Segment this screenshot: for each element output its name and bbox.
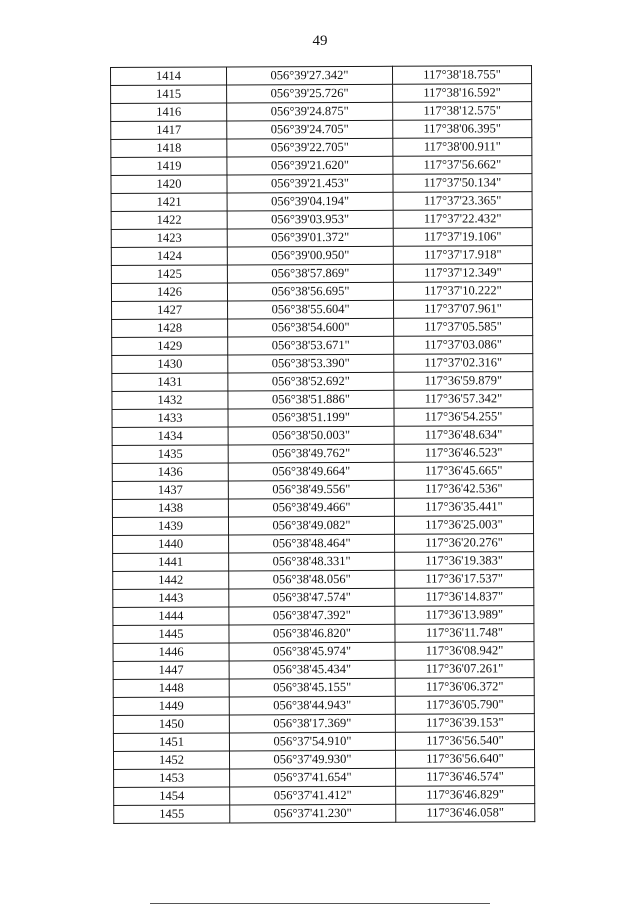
latitude-cell: 056°38'51.886" (228, 390, 394, 409)
point-number-cell: 1433 (112, 409, 228, 428)
longitude-cell: 117°36'06.372" (395, 678, 534, 697)
point-number-cell: 1451 (113, 733, 229, 752)
latitude-cell: 056°37'41.654" (230, 768, 396, 787)
table-row (113, 732, 534, 752)
table-row (113, 552, 534, 572)
point-number-cell: 1454 (114, 787, 230, 806)
longitude-cell: 117°36'13.989" (395, 606, 534, 625)
table-row (114, 804, 535, 824)
latitude-cell: 056°38'48.464" (229, 534, 395, 553)
table-row (111, 120, 532, 140)
longitude-cell: 117°36'14.837" (395, 588, 534, 607)
point-number-cell: 1423 (111, 229, 227, 248)
latitude-cell: 056°38'47.574" (229, 588, 395, 607)
longitude-cell: 117°37'03.086" (394, 336, 533, 355)
table-row (113, 696, 534, 716)
longitude-cell: 117°36'19.383" (395, 552, 534, 571)
latitude-cell: 056°38'51.199" (228, 408, 394, 427)
table-row (113, 660, 534, 680)
longitude-cell: 117°36'46.829" (396, 786, 535, 805)
latitude-cell: 056°38'52.692" (228, 372, 394, 391)
latitude-cell: 056°39'25.726" (227, 84, 393, 103)
table-row (112, 426, 533, 446)
table-row (112, 516, 533, 536)
table-row (113, 642, 534, 662)
table-row (111, 264, 532, 284)
longitude-cell: 117°36'25.003" (394, 516, 533, 535)
longitude-cell: 117°36'46.058" (396, 804, 535, 823)
table-row (112, 408, 533, 428)
latitude-cell: 056°38'56.695" (227, 282, 393, 301)
point-number-cell: 1437 (112, 481, 228, 500)
longitude-cell: 117°36'07.261" (395, 660, 534, 679)
latitude-cell: 056°39'04.194" (227, 192, 393, 211)
longitude-cell: 117°37'10.222" (393, 282, 532, 301)
point-number-cell: 1453 (114, 769, 230, 788)
table-row (111, 138, 532, 158)
longitude-cell: 117°36'08.942" (395, 642, 534, 661)
point-number-cell: 1420 (111, 175, 227, 194)
latitude-cell: 056°39'24.705" (227, 120, 393, 139)
point-number-cell: 1450 (113, 715, 229, 734)
latitude-cell: 056°38'47.392" (229, 606, 395, 625)
point-number-cell: 1448 (113, 679, 229, 698)
point-number-cell: 1415 (111, 85, 227, 104)
latitude-cell: 056°38'48.331" (229, 552, 395, 571)
table-row (111, 228, 532, 248)
table-row (112, 462, 533, 482)
table-row (113, 678, 534, 698)
point-number-cell: 1417 (111, 121, 227, 140)
latitude-cell: 056°38'49.664" (228, 462, 394, 481)
longitude-cell: 117°36'56.640" (395, 750, 534, 769)
latitude-cell: 056°39'00.950" (227, 246, 393, 265)
latitude-cell: 056°38'45.434" (229, 660, 395, 679)
longitude-cell: 117°36'17.537" (395, 570, 534, 589)
latitude-cell: 056°39'21.620" (227, 156, 393, 175)
latitude-cell: 056°37'41.412" (230, 786, 396, 805)
longitude-cell: 117°37'07.961" (394, 300, 533, 319)
table-row (111, 282, 532, 302)
latitude-cell: 056°38'46.820" (229, 624, 395, 643)
table-row (112, 498, 533, 518)
latitude-cell: 056°38'57.869" (227, 264, 393, 283)
longitude-cell: 117°37'19.106" (393, 228, 532, 247)
point-number-cell: 1455 (114, 805, 230, 824)
longitude-cell: 117°37'02.316" (394, 354, 533, 373)
point-number-cell: 1426 (111, 283, 227, 302)
table-row (112, 354, 533, 374)
table-row (112, 390, 533, 410)
table-row (112, 372, 533, 392)
point-number-cell: 1422 (111, 211, 227, 230)
coordinates-table-body (111, 66, 535, 824)
longitude-cell: 117°38'18.755" (392, 66, 531, 85)
table-row (113, 534, 534, 554)
table-row (112, 480, 533, 500)
point-number-cell: 1428 (112, 319, 228, 338)
longitude-cell: 117°36'56.540" (395, 732, 534, 751)
latitude-cell: 056°38'54.600" (228, 318, 394, 337)
point-number-cell: 1446 (113, 643, 229, 662)
longitude-cell: 117°37'22.432" (393, 210, 532, 229)
latitude-cell: 056°39'27.342" (227, 66, 393, 85)
point-number-cell: 1442 (113, 571, 229, 590)
table-row (111, 156, 532, 176)
latitude-cell: 056°38'44.943" (229, 696, 395, 715)
point-number-cell: 1445 (113, 625, 229, 644)
point-number-cell: 1414 (111, 67, 227, 86)
longitude-cell: 117°36'59.879" (394, 372, 533, 391)
latitude-cell: 056°37'49.930" (229, 750, 395, 769)
longitude-cell: 117°38'16.592" (393, 84, 532, 103)
longitude-cell: 117°36'20.276" (395, 534, 534, 553)
point-number-cell: 1438 (112, 499, 228, 518)
latitude-cell: 056°39'01.372" (227, 228, 393, 247)
table-row (112, 300, 533, 320)
point-number-cell: 1435 (112, 445, 228, 464)
point-number-cell: 1418 (111, 139, 227, 158)
longitude-cell: 117°38'12.575" (393, 102, 532, 121)
table-row (113, 606, 534, 626)
point-number-cell: 1441 (113, 553, 229, 572)
longitude-cell: 117°37'12.349" (393, 264, 532, 283)
table-row (111, 246, 532, 266)
point-number-cell: 1447 (113, 661, 229, 680)
table-row (114, 768, 535, 788)
longitude-cell: 117°36'46.523" (394, 444, 533, 463)
latitude-cell: 056°38'45.974" (229, 642, 395, 661)
latitude-cell: 056°39'21.453" (227, 174, 393, 193)
longitude-cell: 117°37'17.918" (393, 246, 532, 265)
table-row (113, 714, 534, 734)
table-row (113, 624, 534, 644)
table-row (114, 786, 535, 806)
longitude-cell: 117°38'00.911" (393, 138, 532, 157)
point-number-cell: 1449 (113, 697, 229, 716)
latitude-cell: 056°39'22.705" (227, 138, 393, 157)
table-row (111, 192, 532, 212)
latitude-cell: 056°38'53.671" (228, 336, 394, 355)
table-row (113, 588, 534, 608)
point-number-cell: 1432 (112, 391, 228, 410)
point-number-cell: 1424 (111, 247, 227, 266)
point-number-cell: 1439 (112, 517, 228, 536)
point-number-cell: 1443 (113, 589, 229, 608)
latitude-cell: 056°38'49.556" (228, 480, 394, 499)
longitude-cell: 117°36'35.441" (394, 498, 533, 517)
point-number-cell: 1431 (112, 373, 228, 392)
longitude-cell: 117°36'57.342" (394, 390, 533, 409)
point-number-cell: 1427 (112, 301, 228, 320)
table-row (113, 570, 534, 590)
table-row (111, 84, 532, 104)
point-number-cell: 1440 (113, 535, 229, 554)
table-row (112, 318, 533, 338)
longitude-cell: 117°36'39.153" (395, 714, 534, 733)
point-number-cell: 1419 (111, 157, 227, 176)
page-number: 49 (312, 33, 328, 49)
table-row (112, 444, 533, 464)
latitude-cell: 056°38'45.155" (229, 678, 395, 697)
latitude-cell: 056°38'49.082" (228, 516, 394, 535)
latitude-cell: 056°38'49.466" (228, 498, 394, 517)
longitude-cell: 117°38'06.395" (393, 120, 532, 139)
point-number-cell: 1416 (111, 103, 227, 122)
point-number-cell: 1444 (113, 607, 229, 626)
table-row (112, 336, 533, 356)
latitude-cell: 056°37'54.910" (229, 732, 395, 751)
longitude-cell: 117°37'56.662" (393, 156, 532, 175)
point-number-cell: 1452 (113, 751, 229, 770)
point-number-cell: 1429 (112, 337, 228, 356)
table-row (111, 102, 532, 122)
latitude-cell: 056°38'55.604" (228, 300, 394, 319)
point-number-cell: 1436 (112, 463, 228, 482)
latitude-cell: 056°38'17.369" (229, 714, 395, 733)
latitude-cell: 056°39'24.875" (227, 102, 393, 121)
table-row (111, 210, 532, 230)
latitude-cell: 056°38'50.003" (228, 426, 394, 445)
longitude-cell: 117°37'23.365" (393, 192, 532, 211)
longitude-cell: 117°36'48.634" (394, 426, 533, 445)
point-number-cell: 1425 (111, 265, 227, 284)
longitude-cell: 117°36'54.255" (394, 408, 533, 427)
longitude-cell: 117°36'42.536" (394, 480, 533, 499)
latitude-cell: 056°38'48.056" (229, 570, 395, 589)
latitude-cell: 056°39'03.953" (227, 210, 393, 229)
longitude-cell: 117°36'45.665" (394, 462, 533, 481)
point-number-cell: 1434 (112, 427, 228, 446)
longitude-cell: 117°37'50.134" (393, 174, 532, 193)
latitude-cell: 056°37'41.230" (230, 804, 396, 823)
longitude-cell: 117°36'05.790" (395, 696, 534, 715)
table-row (111, 66, 532, 86)
scan-edge-line (150, 903, 490, 904)
coordinates-table (110, 65, 535, 824)
longitude-cell: 117°36'11.748" (395, 624, 534, 643)
point-number-cell: 1421 (111, 193, 227, 212)
longitude-cell: 117°36'46.574" (396, 768, 535, 787)
table-row (113, 750, 534, 770)
latitude-cell: 056°38'49.762" (228, 444, 394, 463)
table-row (111, 174, 532, 194)
latitude-cell: 056°38'53.390" (228, 354, 394, 373)
point-number-cell: 1430 (112, 355, 228, 374)
longitude-cell: 117°37'05.585" (394, 318, 533, 337)
